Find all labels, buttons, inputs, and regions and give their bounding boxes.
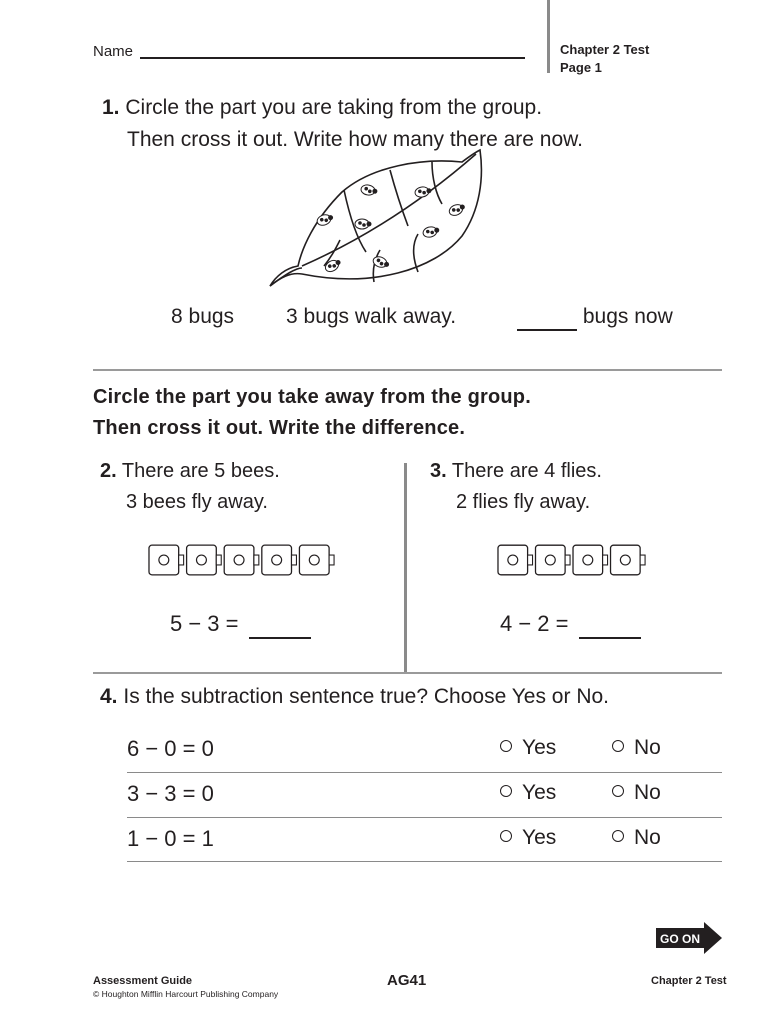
connecting-cube[interactable] bbox=[573, 545, 608, 575]
q2-number: 2. bbox=[100, 460, 117, 482]
section-divider-top bbox=[93, 369, 722, 371]
section-instructions bbox=[93, 382, 531, 444]
no-label: No bbox=[634, 781, 661, 804]
connecting-cube[interactable] bbox=[262, 545, 297, 575]
q4-row-1-equation: 6 − 0 = 0 bbox=[127, 736, 214, 761]
q1-answer bbox=[517, 305, 673, 331]
connecting-cube[interactable] bbox=[299, 545, 334, 575]
q2-prompt bbox=[100, 456, 280, 518]
q2-answer-blank[interactable] bbox=[249, 611, 311, 639]
q4-row-2-equation: 3 − 3 = 0 bbox=[127, 781, 214, 806]
q1-answer-blank[interactable] bbox=[517, 305, 577, 331]
footer-page-code: AG41 bbox=[387, 972, 427, 989]
q4-number: 4. bbox=[100, 685, 118, 708]
name-label: Name bbox=[93, 43, 134, 60]
q1-number: 1. bbox=[102, 96, 120, 119]
section-line2: Then cross it out. Write the difference. bbox=[93, 417, 466, 439]
yes-label: Yes bbox=[522, 781, 557, 804]
no-label: No bbox=[634, 826, 661, 849]
q3-equation-text: 4 − 2 = bbox=[500, 611, 569, 636]
q3-cube-train[interactable] bbox=[497, 544, 651, 576]
q2-cube-train[interactable] bbox=[148, 544, 340, 576]
connecting-cube[interactable] bbox=[224, 545, 259, 575]
connecting-cube[interactable] bbox=[611, 545, 646, 575]
radio-icon[interactable] bbox=[612, 830, 624, 842]
footer-chapter: Chapter 2 Test bbox=[651, 975, 727, 987]
q4-row-1-no-option[interactable] bbox=[612, 736, 661, 760]
q3-prompt bbox=[430, 456, 602, 518]
connecting-cube[interactable] bbox=[536, 545, 571, 575]
footer-assessment-guide: Assessment Guide bbox=[93, 975, 193, 987]
q1-line1: Circle the part you are taking from the group. bbox=[125, 96, 543, 119]
footer-copyright: © Houghton Mifflin Harcourt Publishing Company bbox=[93, 989, 279, 999]
connecting-cube[interactable] bbox=[498, 545, 533, 575]
q4-row-2-no-option[interactable] bbox=[612, 781, 661, 805]
q2-line1: There are 5 bees. bbox=[121, 460, 280, 482]
yes-label: Yes bbox=[522, 736, 557, 759]
q4-row-2-rule bbox=[127, 817, 722, 818]
page-number: Page 1 bbox=[560, 60, 602, 75]
q4-row-1-yes-option[interactable] bbox=[500, 736, 556, 760]
no-label: No bbox=[634, 736, 661, 759]
radio-icon[interactable] bbox=[500, 785, 512, 797]
go-on-arrow-icon[interactable] bbox=[656, 922, 722, 954]
q3-equation bbox=[500, 611, 641, 639]
q4-row-3-yes-option[interactable] bbox=[500, 826, 556, 850]
q1-line2: Then cross it out. Write how many there are now. bbox=[127, 128, 583, 151]
chapter-header bbox=[560, 41, 649, 77]
q3-number: 3. bbox=[430, 460, 447, 482]
radio-icon[interactable] bbox=[612, 740, 624, 752]
go-on-label: GO ON bbox=[659, 932, 701, 946]
connecting-cube[interactable] bbox=[149, 545, 184, 575]
q1-prompt bbox=[102, 92, 583, 156]
q4-row-3-rule bbox=[127, 861, 722, 862]
q4-prompt bbox=[100, 685, 609, 709]
q2-line2: 3 bees fly away. bbox=[126, 491, 268, 513]
q4-row-3-equation: 1 − 0 = 1 bbox=[127, 826, 214, 851]
connecting-cube[interactable] bbox=[187, 545, 222, 575]
header-divider bbox=[547, 0, 550, 73]
q4-row-2-yes-option[interactable] bbox=[500, 781, 556, 805]
q1-answer-label: bugs now bbox=[582, 305, 673, 328]
q2-q3-divider bbox=[404, 463, 407, 673]
q3-line1: There are 4 flies. bbox=[451, 460, 602, 482]
leaf-with-bugs-illustration[interactable] bbox=[262, 148, 487, 290]
radio-icon[interactable] bbox=[612, 785, 624, 797]
section-line1: Circle the part you take away from the group. bbox=[93, 386, 531, 408]
q1-start-count: 8 bugs bbox=[171, 305, 235, 328]
q4-row-3-no-option[interactable] bbox=[612, 826, 661, 850]
yes-label: Yes bbox=[522, 826, 557, 849]
radio-icon[interactable] bbox=[500, 830, 512, 842]
q4-prompt-text: Is the subtraction sentence true? Choose Yes or No. bbox=[123, 685, 609, 708]
q4-row-1-rule bbox=[127, 772, 722, 773]
q3-answer-blank[interactable] bbox=[579, 611, 641, 639]
q2-equation-text: 5 − 3 = bbox=[170, 611, 239, 636]
section-divider-bottom bbox=[93, 672, 722, 674]
q1-action: 3 bugs walk away. bbox=[286, 305, 457, 328]
q3-line2: 2 flies fly away. bbox=[456, 491, 591, 513]
name-input-line[interactable] bbox=[140, 57, 525, 59]
chapter-title: Chapter 2 Test bbox=[560, 42, 650, 57]
radio-icon[interactable] bbox=[500, 740, 512, 752]
q2-equation bbox=[170, 611, 311, 639]
